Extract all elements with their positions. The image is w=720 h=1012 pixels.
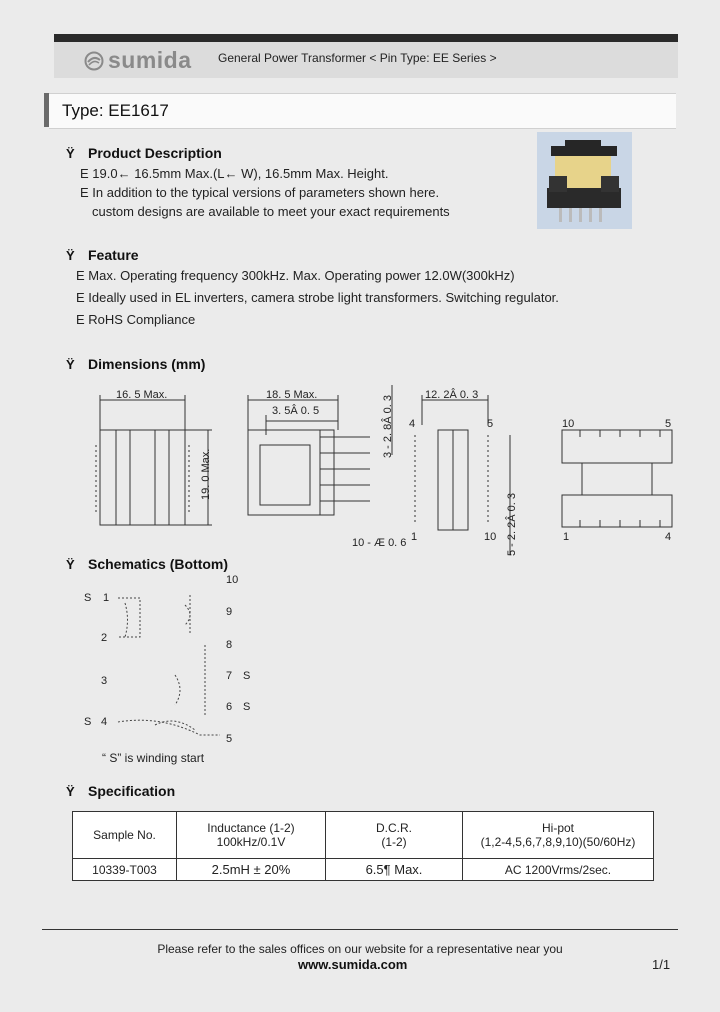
- feature-line-2: E Ideally used in EL inverters, camera strobe light transformers. Switching regulator.: [76, 290, 559, 305]
- section-marker: Ÿ: [66, 146, 75, 161]
- schematic-s-7: S: [243, 670, 251, 682]
- table-header-row: [73, 812, 654, 859]
- side-pin-10: 10: [484, 531, 497, 543]
- schematics-heading: Schematics (Bottom): [88, 556, 229, 572]
- schematic-s-4: S: [84, 716, 92, 728]
- description-line-3: custom designs are available to meet your exact requirements: [92, 204, 450, 219]
- bottom-pin-1: 1: [563, 531, 570, 543]
- col-sample-no: Sample No.: [73, 812, 177, 859]
- cell-hipot: AC 1200Vrms/2sec.: [463, 859, 654, 881]
- footer-website-link[interactable]: www.sumida.com: [298, 957, 408, 972]
- schematic-pin-8: 8: [226, 639, 233, 651]
- cell-dcr: 6.5¶ Max.: [326, 859, 463, 881]
- dim-pin-offset: 3. 5Â 0. 5: [272, 405, 320, 417]
- side-pin-4: 4: [409, 418, 416, 430]
- footer-reference: Please refer to the sales offices on our website for a representative near you: [157, 942, 563, 956]
- schematic-pin-6: 6: [226, 701, 233, 713]
- col-inductance: Inductance (1-2) 100kHz/0.1V: [177, 812, 326, 859]
- product-description-heading: Product Description: [88, 145, 222, 161]
- schematic-pin-3: 3: [101, 675, 108, 687]
- sumida-logo-icon: [84, 51, 104, 71]
- schematic-pin-4: 4: [101, 716, 108, 728]
- dim-pin-diameter: 10 - Æ 0. 6: [352, 537, 407, 549]
- col-hipot: Hi-pot (1,2-4,5,6,7,8,9,10)(50/60Hz): [463, 812, 654, 859]
- cell-inductance: 2.5mH ± 20%: [177, 859, 326, 881]
- page-number: 1/1: [652, 957, 671, 972]
- dim-pin-pitch: 5 - 2. 2Â 0. 3: [506, 493, 518, 556]
- schematic-drawing: [100, 575, 240, 745]
- section-marker: Ÿ: [66, 557, 75, 572]
- dim-pin-length: 3 - 2. 8Â 0. 3: [382, 395, 394, 458]
- side-pin-5: 5: [487, 418, 494, 430]
- specification-heading: Specification: [88, 783, 176, 799]
- specification-table: [72, 811, 654, 881]
- bottom-pin-5: 5: [665, 418, 672, 430]
- dimensions-heading: Dimensions (mm): [88, 356, 206, 372]
- schematic-pin-9: 9: [226, 606, 233, 618]
- section-marker: Ÿ: [66, 784, 75, 799]
- bottom-pin-10: 10: [562, 418, 575, 430]
- bottom-pin-4: 4: [665, 531, 672, 543]
- schematic-pin-1: 1: [103, 592, 110, 604]
- cell-sample-no: 10339-T003: [73, 859, 177, 881]
- feature-line-3: E RoHS Compliance: [76, 312, 196, 327]
- description-line-1: E 19.0← 16.5mm Max.(L← W), 16.5mm Max. Height.: [80, 166, 389, 181]
- type-label: Type: EE1617: [62, 101, 169, 120]
- schematic-s-1: S: [84, 592, 92, 604]
- dim-width-b: 18. 5 Max.: [266, 389, 318, 401]
- description-line-2: E In addition to the typical versions of parameters shown here.: [80, 185, 440, 200]
- section-marker: Ÿ: [66, 357, 75, 372]
- feature-line-1: E Max. Operating frequency 300kHz. Max. Operating power 12.0W(300kHz): [76, 268, 515, 283]
- feature-heading: Feature: [88, 247, 139, 263]
- dim-height: 19. 0 Max.: [200, 448, 212, 500]
- header-top-bar: [54, 34, 678, 42]
- schematic-pin-10: 10: [226, 574, 239, 586]
- sumida-logo[interactable]: [84, 47, 192, 74]
- dim-row-pitch: 12. 2Â 0. 3: [425, 389, 479, 401]
- logo-text: sumida: [108, 47, 192, 73]
- dim-width-a: 16. 5 Max.: [116, 389, 168, 401]
- footer-divider: [42, 929, 678, 930]
- schematic-s-6: S: [243, 701, 251, 713]
- section-marker: Ÿ: [66, 248, 75, 263]
- table-row: [73, 859, 654, 881]
- col-dcr: D.C.R. (1-2): [326, 812, 463, 859]
- product-photo: [537, 132, 632, 229]
- document-title: General Power Transformer < Pin Type: EE Series >: [218, 51, 497, 65]
- schematic-pin-7: 7: [226, 670, 233, 682]
- winding-start-note: “ S” is winding start: [102, 751, 205, 765]
- schematic-pin-5: 5: [226, 733, 233, 745]
- side-pin-1: 1: [411, 531, 418, 543]
- schematic-pin-2: 2: [101, 632, 108, 644]
